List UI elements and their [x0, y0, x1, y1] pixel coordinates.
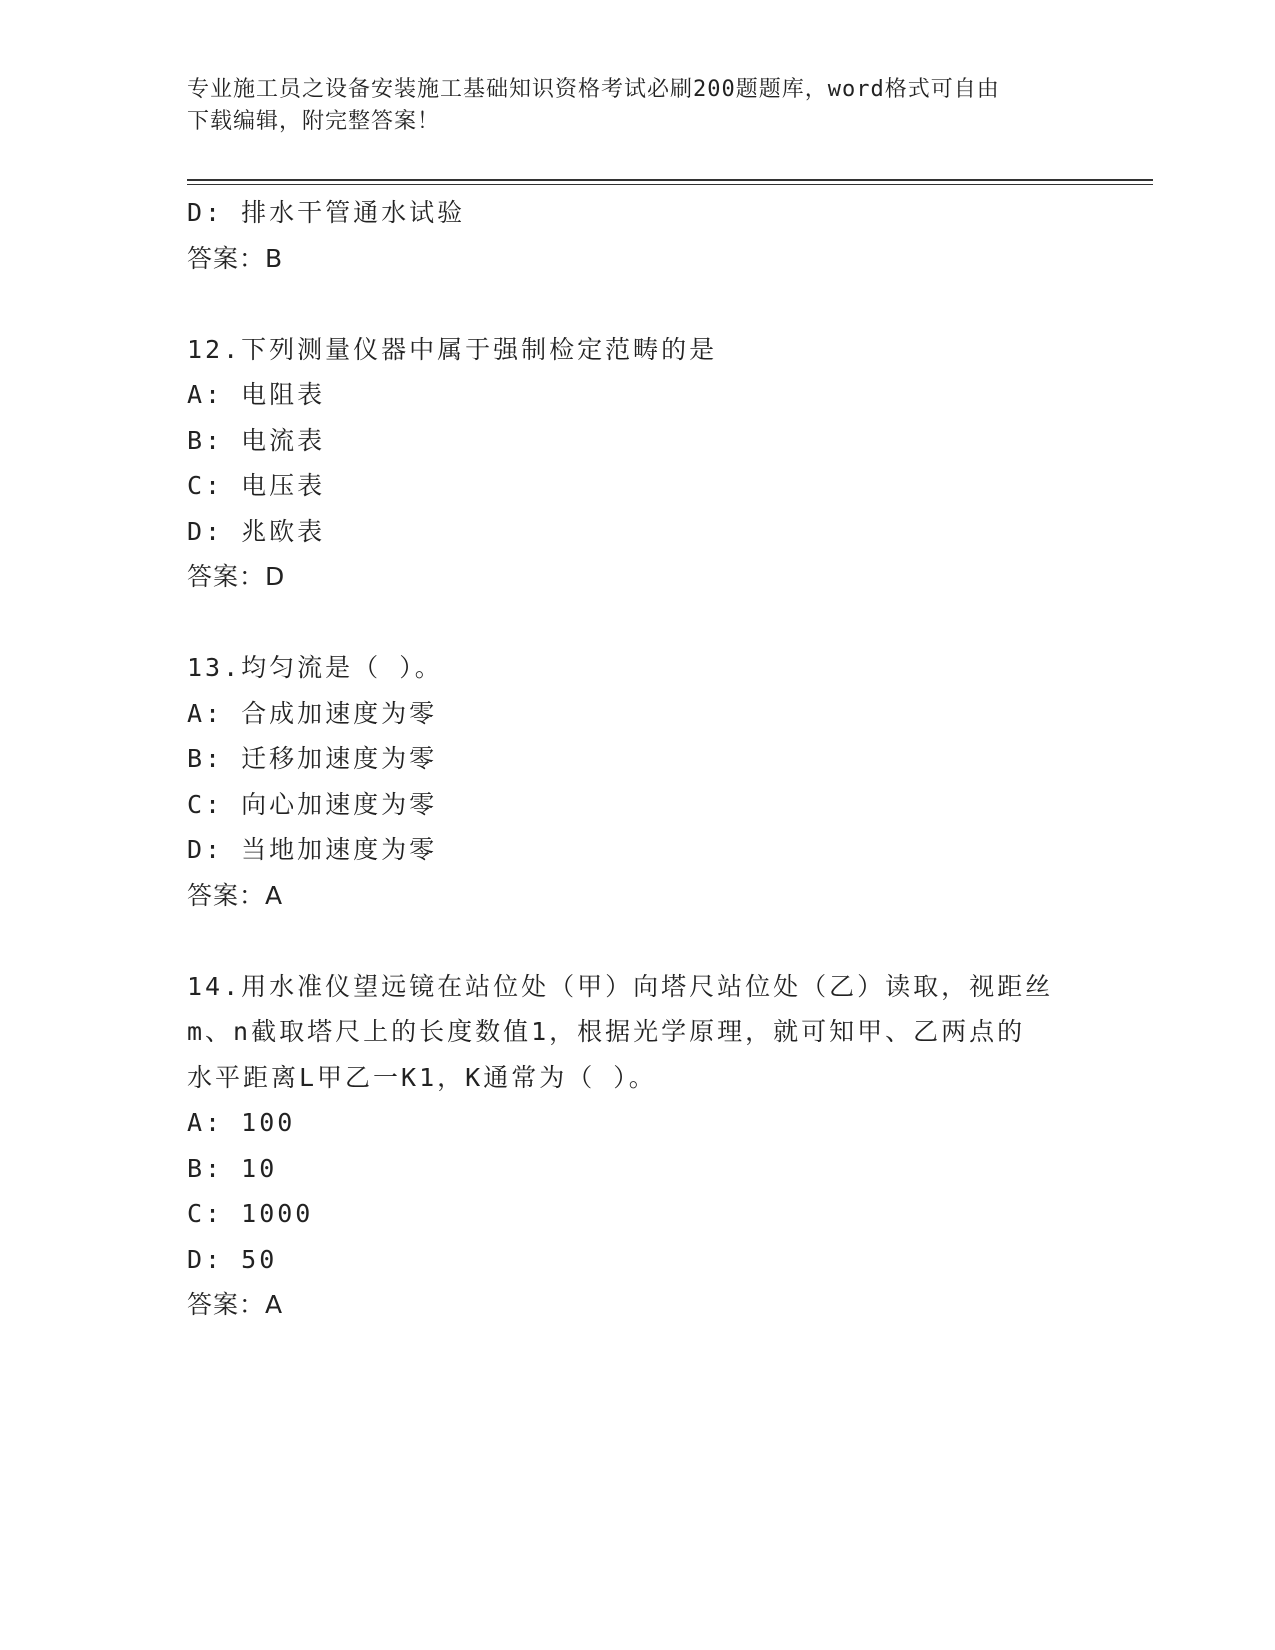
option-a: A: 电阻表 [187, 380, 326, 409]
question-11-tail [187, 190, 1107, 281]
option-d: D: 排水干管通水试验 [187, 198, 466, 227]
option-b: B: 电流表 [187, 425, 326, 455]
question-13 [187, 645, 1107, 918]
spacer [187, 281, 1107, 327]
answer-line: 答案：A [187, 880, 284, 910]
header-line-2: 下载编辑，附完整答案！ [187, 109, 441, 134]
question-list [187, 190, 1107, 1328]
option-a: A: 合成加速度为零 [187, 698, 438, 728]
answer-line: 答案：B [187, 243, 284, 273]
header-divider-thin [187, 184, 1153, 185]
spacer [187, 918, 1107, 964]
option-d: D: 兆欧表 [187, 516, 326, 546]
question-stem-line-2: m、n截取塔尺上的长度数值1，根据光学原理，就可知甲、乙两点的 [187, 1017, 1026, 1046]
question-stem-line-3: 水平距离L甲乙一K1，K通常为（ ）。 [187, 1062, 657, 1092]
question-stem: 12.下列测量仪器中属于强制检定范畴的是 [187, 334, 718, 364]
option-a: A: 100 [187, 1108, 296, 1137]
option-c: C: 1000 [187, 1199, 314, 1228]
option-b: B: 10 [187, 1153, 278, 1183]
header-line-1: 专业施工员之设备安装施工基础知识资格考试必刷200题题库，word格式可自由 [187, 77, 1000, 102]
header-divider-thick [187, 179, 1153, 181]
question-12 [187, 327, 1107, 600]
spacer [187, 600, 1107, 646]
document-header [187, 74, 1087, 138]
question-14 [187, 964, 1107, 1328]
question-stem-line-1: 14.用水准仪望远镜在站位处（甲）向塔尺站位处（乙）读取，视距丝 [187, 971, 1054, 1001]
option-c: C: 电压表 [187, 471, 326, 500]
answer-line: 答案：D [187, 562, 286, 591]
question-stem: 13.均匀流是（ ）。 [187, 653, 443, 682]
option-d: D: 50 [187, 1244, 278, 1274]
option-c: C: 向心加速度为零 [187, 789, 438, 819]
answer-line: 答案：A [187, 1290, 284, 1319]
option-b: B: 迁移加速度为零 [187, 744, 438, 773]
option-d: D: 当地加速度为零 [187, 835, 438, 864]
